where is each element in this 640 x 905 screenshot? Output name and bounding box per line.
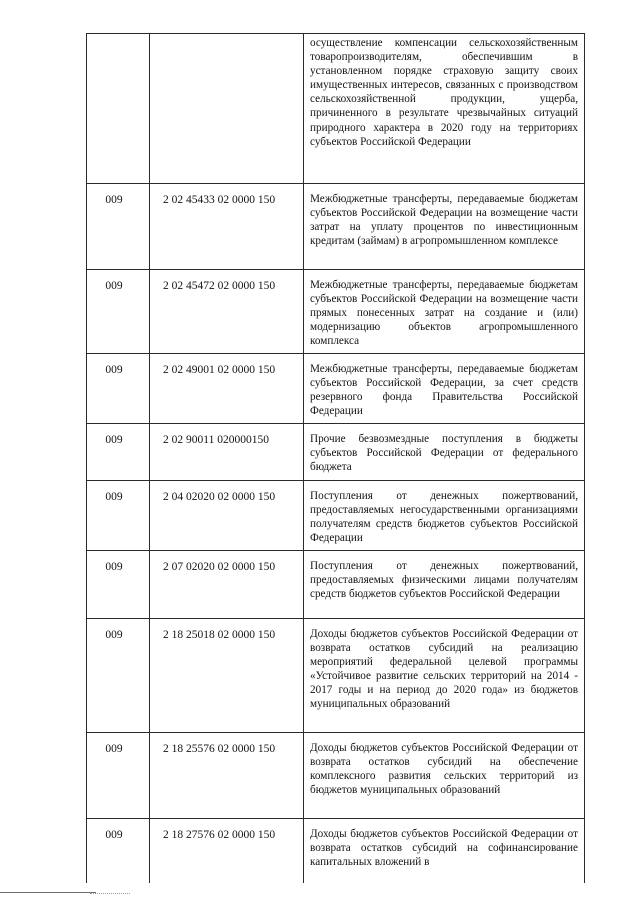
description-text: Доходы бюджетов субъектов Российской Федерации от возврата остатков субсидий на реализацию мероприятий федеральной целевой программы «Устойчивое развитие сельских территорий на 2014 - 2017 годы и на период до 2020 года» из бюджетов муниципальных образований [310, 628, 578, 711]
table-row [87, 619, 585, 733]
description-text: Прочие безвозмездные поступления в бюджеты субъектов Российской Федерации от федерального бюджета [310, 433, 578, 474]
description-text: Поступления от денежных пожертвований, предоставляемых негосударственными организациями получателям средств бюджетов субъектов Российской Федерации [310, 490, 578, 545]
admin-code-cell: 009 [87, 481, 150, 551]
revenue-code-cell: 2 04 02020 02 0000 150 [150, 481, 304, 551]
revenue-code-cell: 2 18 27576 02 0000 150 [150, 819, 304, 883]
revenue-code-cell: 2 07 02020 02 0000 150 [150, 551, 304, 619]
description-cell [304, 551, 585, 619]
table-row [87, 184, 585, 270]
description-cell [304, 270, 585, 354]
admin-code-cell [87, 34, 150, 184]
description-text: Доходы бюджетов субъектов Российской Федерации от возврата остатков субсидий на софинансирование капитальных вложений в [310, 828, 578, 869]
revenue-code-cell: 2 18 25576 02 0000 150 [150, 733, 304, 819]
table-row [87, 733, 585, 819]
revenue-code-cell: 2 02 45472 02 0000 150 [150, 270, 304, 354]
description-cell [304, 819, 585, 883]
admin-code-cell: 009 [87, 424, 150, 481]
admin-code-cell: 009 [87, 619, 150, 733]
budget-revenue-table [86, 33, 585, 883]
admin-code-cell: 009 [87, 270, 150, 354]
description-text: осуществление компенсации сельскохозяйственным товаропроизводителям, обеспечившим в установленном порядке страховую защиту своих имущественных интересов, связанных с производством сельскохозяйственной продукции, ущерба, причиненного в результате чрезвычайных ситуаций природного характера в 2020 году на территориях субъектов Российской Федерации [310, 37, 578, 148]
description-text: Доходы бюджетов субъектов Российской Федерации от возврата остатков субсидий на обеспечение комплексного развития сельских территорий из бюджетов муниципальных образований [310, 742, 578, 797]
admin-code-cell: 009 [87, 551, 150, 619]
table-row [87, 551, 585, 619]
revenue-code-cell: 2 02 45433 02 0000 150 [150, 184, 304, 270]
table-row [87, 354, 585, 424]
description-text: Межбюджетные трансферты, передаваемые бюджетам субъектов Российской Федерации, за счет средств резервного фонда Правительства Российской Федерации [310, 363, 578, 418]
description-cell [304, 184, 585, 270]
admin-code-cell: 009 [87, 819, 150, 883]
scan-edge-dots [90, 891, 130, 894]
table-row [87, 424, 585, 481]
description-text: Межбюджетные трансферты, передаваемые бюджетам субъектов Российской Федерации на возмещение части прямых понесенных затрат на создание и (или) модернизацию объектов агропромышленного комплекса [310, 279, 578, 348]
description-cell [304, 481, 585, 551]
description-text: Межбюджетные трансферты, передаваемые бюджетам субъектов Российской Федерации на возмещение части затрат на уплату процентов по инвестиционным кредитам (займам) в агропромышленном комплексе [310, 193, 578, 248]
table-row [87, 819, 585, 883]
revenue-code-cell: 2 18 25018 02 0000 150 [150, 619, 304, 733]
table-row [87, 34, 585, 184]
admin-code-cell: 009 [87, 354, 150, 424]
admin-code-cell: 009 [87, 184, 150, 270]
revenue-code-cell [150, 34, 304, 184]
revenue-code-cell: 2 02 90011 020000150 [150, 424, 304, 481]
admin-code-cell: 009 [87, 733, 150, 819]
revenue-code-cell: 2 02 49001 02 0000 150 [150, 354, 304, 424]
description-cell [304, 733, 585, 819]
description-cell [304, 354, 585, 424]
table-row [87, 270, 585, 354]
description-cell [304, 619, 585, 733]
description-cell [304, 34, 585, 184]
description-text: Поступления от денежных пожертвований, предоставляемых физическими лицами получателям средств бюджетов субъектов Российской Федерации [310, 560, 578, 601]
description-cell [304, 424, 585, 481]
scan-edge-line [0, 892, 96, 893]
table-row [87, 481, 585, 551]
